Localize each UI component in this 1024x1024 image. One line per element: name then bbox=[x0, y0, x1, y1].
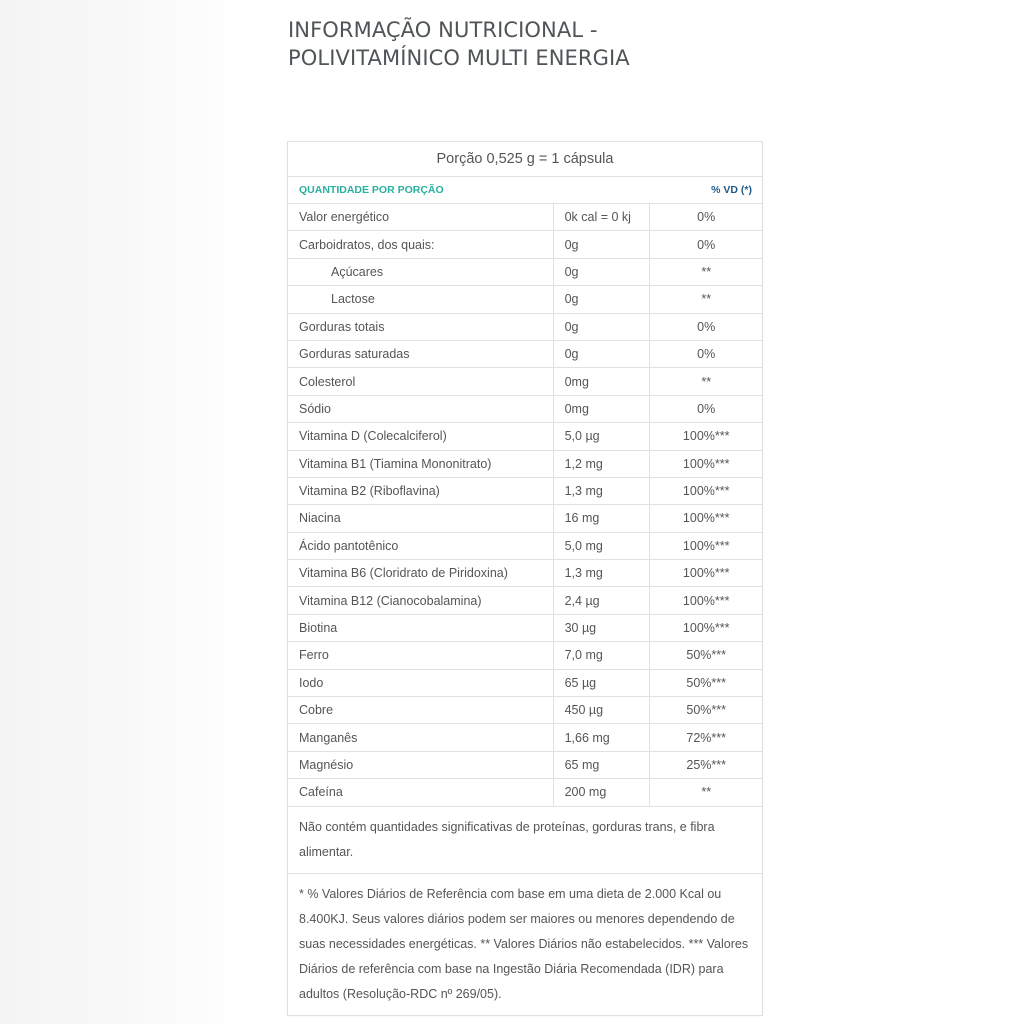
nutrient-amount: 5,0 µg bbox=[553, 423, 650, 450]
table-row bbox=[288, 286, 763, 313]
nutrient-name: Lactose bbox=[288, 286, 554, 313]
nutrient-daily-value: 100%*** bbox=[650, 614, 763, 641]
nutrient-daily-value: 0% bbox=[650, 395, 763, 422]
note-not-significant: Não contém quantidades significativas de proteínas, gorduras trans, e fibra alimentar. bbox=[288, 806, 763, 873]
table-row bbox=[288, 423, 763, 450]
nutrient-daily-value: 100%*** bbox=[650, 450, 763, 477]
nutrient-amount: 0g bbox=[553, 313, 650, 340]
nutrient-amount: 65 mg bbox=[553, 751, 650, 778]
nutrient-name: Ferro bbox=[288, 642, 554, 669]
nutrition-facts-table bbox=[287, 141, 763, 1016]
table-row bbox=[288, 751, 763, 778]
nutrient-name: Cobre bbox=[288, 697, 554, 724]
nutrient-daily-value: 100%*** bbox=[650, 532, 763, 559]
nutrient-amount: 5,0 mg bbox=[553, 532, 650, 559]
nutrient-amount: 1,2 mg bbox=[553, 450, 650, 477]
nutrient-name: Iodo bbox=[288, 669, 554, 696]
nutrient-amount: 30 µg bbox=[553, 614, 650, 641]
nutrient-amount: 2,4 µg bbox=[553, 587, 650, 614]
table-row bbox=[288, 258, 763, 285]
nutrient-name: Vitamina B2 (Riboflavina) bbox=[288, 477, 554, 504]
table-header-row bbox=[288, 177, 763, 204]
nutrient-name: Vitamina B6 (Cloridrato de Piridoxina) bbox=[288, 560, 554, 587]
nutrient-name: Manganês bbox=[288, 724, 554, 751]
nutrient-amount: 1,3 mg bbox=[553, 560, 650, 587]
table-row bbox=[288, 779, 763, 806]
table-row bbox=[288, 505, 763, 532]
nutrient-daily-value: 100%*** bbox=[650, 560, 763, 587]
nutrient-daily-value: 72%*** bbox=[650, 724, 763, 751]
nutrient-amount: 0g bbox=[553, 231, 650, 258]
nutrient-daily-value: 100%*** bbox=[650, 477, 763, 504]
nutrient-name: Vitamina B12 (Cianocobalamina) bbox=[288, 587, 554, 614]
nutrient-daily-value: 0% bbox=[650, 204, 763, 231]
nutrient-daily-value: ** bbox=[650, 779, 763, 806]
header-quantity-per-portion: QUANTIDADE POR PORÇÃO bbox=[288, 177, 650, 204]
nutrient-daily-value: 0% bbox=[650, 340, 763, 367]
nutrient-daily-value: 50%*** bbox=[650, 697, 763, 724]
nutrient-name: Cafeína bbox=[288, 779, 554, 806]
nutrient-amount: 65 µg bbox=[553, 669, 650, 696]
nutrient-name: Ácido pantotênico bbox=[288, 532, 554, 559]
nutrient-amount: 0g bbox=[553, 258, 650, 285]
nutrient-name: Sódio bbox=[288, 395, 554, 422]
nutrient-amount: 0mg bbox=[553, 395, 650, 422]
nutrient-daily-value: 100%*** bbox=[650, 587, 763, 614]
note-row bbox=[288, 806, 763, 873]
table-row bbox=[288, 477, 763, 504]
nutrient-name: Gorduras totais bbox=[288, 313, 554, 340]
nutrient-name: Niacina bbox=[288, 505, 554, 532]
nutrient-amount: 16 mg bbox=[553, 505, 650, 532]
nutrient-name: Colesterol bbox=[288, 368, 554, 395]
header-daily-value: % VD (*) bbox=[650, 177, 763, 204]
page-title-line-2: POLIVITAMÍNICO MULTI ENERGIA bbox=[288, 46, 630, 70]
nutrient-name: Vitamina B1 (Tiamina Mononitrato) bbox=[288, 450, 554, 477]
table-row bbox=[288, 532, 763, 559]
nutrient-amount: 450 µg bbox=[553, 697, 650, 724]
nutrient-name: Magnésio bbox=[288, 751, 554, 778]
nutrient-daily-value: 25%*** bbox=[650, 751, 763, 778]
nutrient-daily-value: 0% bbox=[650, 313, 763, 340]
page-title-line-1: INFORMAÇÃO NUTRICIONAL - bbox=[288, 18, 598, 42]
nutrient-daily-value: 50%*** bbox=[650, 642, 763, 669]
nutrient-name: Carboidratos, dos quais: bbox=[288, 231, 554, 258]
nutrient-daily-value: 100%*** bbox=[650, 423, 763, 450]
nutrient-amount: 0g bbox=[553, 340, 650, 367]
nutrient-name: Gorduras saturadas bbox=[288, 340, 554, 367]
portion-row bbox=[288, 142, 763, 177]
table-row bbox=[288, 560, 763, 587]
footnote-row bbox=[288, 873, 763, 1015]
background-shade bbox=[0, 0, 250, 1024]
table-row bbox=[288, 669, 763, 696]
nutrient-amount: 0k cal = 0 kj bbox=[553, 204, 650, 231]
nutrient-name: Biotina bbox=[288, 614, 554, 641]
nutrient-name: Açúcares bbox=[288, 258, 554, 285]
table-row bbox=[288, 231, 763, 258]
nutrient-name: Valor energético bbox=[288, 204, 554, 231]
table-row bbox=[288, 614, 763, 641]
table-row bbox=[288, 450, 763, 477]
page-title bbox=[288, 16, 788, 72]
nutrient-amount: 200 mg bbox=[553, 779, 650, 806]
table-row bbox=[288, 313, 763, 340]
table-row bbox=[288, 368, 763, 395]
nutrient-daily-value: 100%*** bbox=[650, 505, 763, 532]
nutrient-amount: 0g bbox=[553, 286, 650, 313]
nutrient-amount: 0mg bbox=[553, 368, 650, 395]
table-row bbox=[288, 724, 763, 751]
nutrient-name: Vitamina D (Colecalciferol) bbox=[288, 423, 554, 450]
table-row bbox=[288, 340, 763, 367]
nutrient-daily-value: 50%*** bbox=[650, 669, 763, 696]
nutrient-daily-value: ** bbox=[650, 286, 763, 313]
nutrient-daily-value: ** bbox=[650, 258, 763, 285]
nutrient-amount: 1,3 mg bbox=[553, 477, 650, 504]
nutrient-amount: 1,66 mg bbox=[553, 724, 650, 751]
table-row bbox=[288, 587, 763, 614]
nutrient-amount: 7,0 mg bbox=[553, 642, 650, 669]
portion-text: Porção 0,525 g = 1 cápsula bbox=[288, 142, 763, 177]
table-row bbox=[288, 204, 763, 231]
table-row bbox=[288, 697, 763, 724]
table-row bbox=[288, 642, 763, 669]
footnote-daily-values: * % Valores Diários de Referência com base em uma dieta de 2.000 Kcal ou 8.400KJ. Seus valores diários podem ser maiores ou menores dependendo de suas necessidades energéticas. ** Valores Diários não estabelecidos. *** Valores Diários de referência com base na Ingestão Diária Recomendada (IDR) para adultos (Resolução-RDC nº 269/05). bbox=[288, 873, 763, 1015]
nutrient-daily-value: ** bbox=[650, 368, 763, 395]
table-row bbox=[288, 395, 763, 422]
nutrient-daily-value: 0% bbox=[650, 231, 763, 258]
